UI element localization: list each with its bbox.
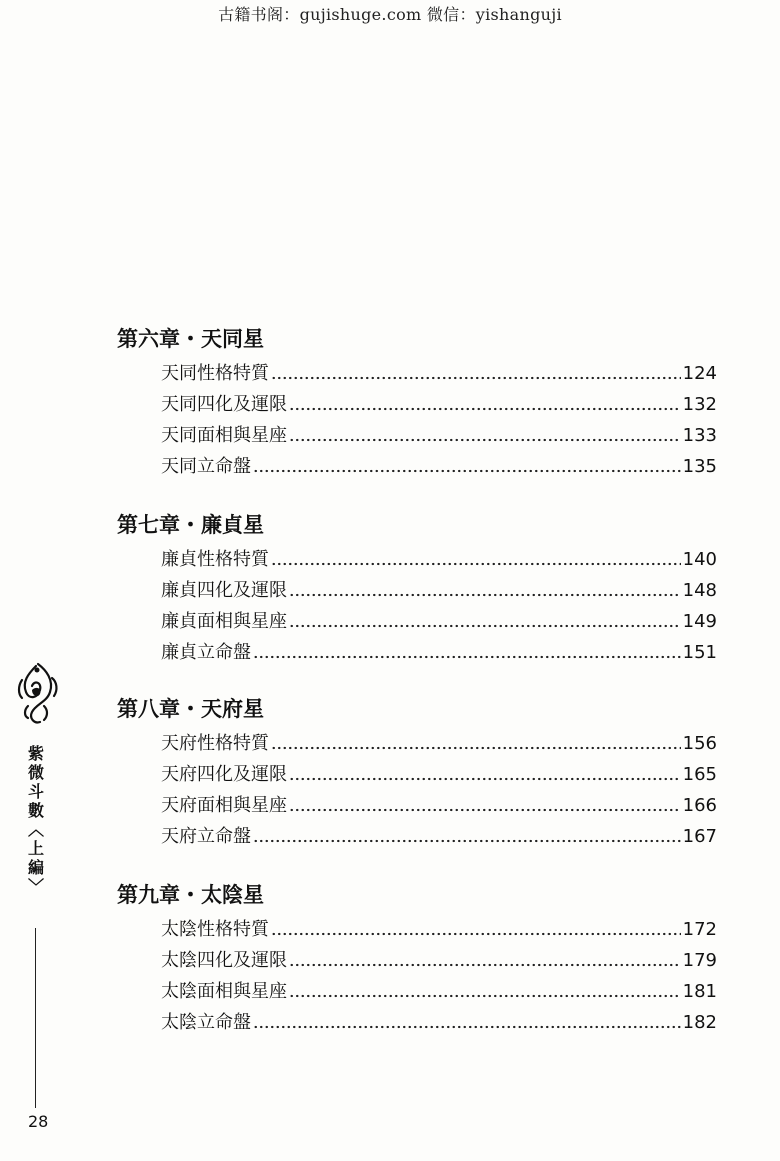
chapter-title: 第八章・天府星 — [117, 696, 264, 721]
toc-entry[interactable] — [161, 389, 717, 420]
toc-entry[interactable] — [161, 821, 717, 852]
toc-entry[interactable] — [161, 790, 717, 821]
toc-entry[interactable] — [161, 759, 717, 790]
phoenix-icon — [14, 660, 60, 730]
toc-entry[interactable] — [161, 976, 717, 1007]
entry-label: 天同面相與星座 — [161, 425, 287, 446]
entry-label: 太陰性格特質 — [161, 919, 269, 940]
entry-page-number: 135 — [682, 456, 717, 477]
side-title-char: 微 — [27, 763, 44, 782]
toc-entry[interactable] — [161, 451, 717, 482]
dot-leader — [253, 655, 681, 659]
toc-chapter — [117, 880, 717, 1038]
dot-leader — [289, 777, 681, 781]
dot-leader — [289, 624, 681, 628]
side-title-char: 斗 — [27, 782, 44, 801]
side-title-char: ︿ — [27, 820, 44, 839]
toc-entry[interactable] — [161, 575, 717, 606]
entry-page-number: 166 — [682, 795, 717, 816]
toc-entry[interactable] — [161, 358, 717, 389]
dot-leader — [253, 839, 681, 843]
dot-leader — [271, 932, 681, 936]
dot-leader — [271, 562, 681, 566]
entry-page-number: 133 — [682, 425, 717, 446]
chapter-title: 第九章・太陰星 — [117, 882, 264, 907]
entry-page-number: 149 — [682, 611, 717, 632]
entry-page-number: 156 — [682, 733, 717, 754]
side-title-char: 數 — [27, 801, 44, 820]
dot-leader — [289, 808, 681, 812]
toc-entry[interactable] — [161, 637, 717, 668]
toc-chapter — [117, 510, 717, 668]
toc-entry[interactable] — [161, 728, 717, 759]
entry-label: 廉貞立命盤 — [161, 642, 251, 663]
watermark: 古籍书阁：gujishuge.com 微信：yishanguji — [218, 5, 562, 24]
toc-entry[interactable] — [161, 945, 717, 976]
entry-label: 廉貞面相與星座 — [161, 611, 287, 632]
dot-leader — [253, 1025, 681, 1029]
entry-page-number: 140 — [682, 549, 717, 570]
entry-page-number: 182 — [682, 1012, 717, 1033]
entry-label: 廉貞四化及運限 — [161, 580, 287, 601]
side-title-char: ﹀ — [27, 877, 44, 896]
entry-page-number: 179 — [682, 950, 717, 971]
toc-entry[interactable] — [161, 914, 717, 945]
dot-leader — [289, 438, 681, 442]
entry-label: 天府四化及運限 — [161, 764, 287, 785]
chapter-title: 第六章・天同星 — [117, 326, 264, 351]
entry-label: 天同性格特質 — [161, 363, 269, 384]
entry-page-number: 151 — [682, 642, 717, 663]
dot-leader — [253, 469, 681, 473]
side-title-char: 上 — [27, 839, 44, 858]
entry-label: 太陰立命盤 — [161, 1012, 251, 1033]
toc-entry[interactable] — [161, 1007, 717, 1038]
toc-chapter — [117, 324, 717, 482]
entry-page-number: 132 — [682, 394, 717, 415]
entry-label: 天府面相與星座 — [161, 795, 287, 816]
side-title-char: 編 — [27, 858, 44, 877]
chapter-title: 第七章・廉貞星 — [117, 512, 264, 537]
side-title-char: 紫 — [27, 744, 44, 763]
entry-page-number: 181 — [682, 981, 717, 1002]
toc-entry[interactable] — [161, 544, 717, 575]
side-divider-line — [35, 928, 36, 1108]
entry-page-number: 165 — [682, 764, 717, 785]
entry-label: 天同立命盤 — [161, 456, 251, 477]
page-number: 28 — [28, 1112, 49, 1131]
dot-leader — [289, 994, 681, 998]
entry-page-number: 124 — [682, 363, 717, 384]
dot-leader — [289, 407, 681, 411]
entry-page-number: 167 — [682, 826, 717, 847]
dot-leader — [271, 746, 681, 750]
dot-leader — [289, 593, 681, 597]
entry-label: 廉貞性格特質 — [161, 549, 269, 570]
toc-entry[interactable] — [161, 606, 717, 637]
toc-entry[interactable] — [161, 420, 717, 451]
entry-label: 天同四化及運限 — [161, 394, 287, 415]
entry-page-number: 172 — [682, 919, 717, 940]
side-book-title — [24, 744, 48, 896]
dot-leader — [289, 963, 681, 967]
entry-label: 太陰四化及運限 — [161, 950, 287, 971]
entry-page-number: 148 — [682, 580, 717, 601]
entry-label: 天府立命盤 — [161, 826, 251, 847]
dot-leader — [271, 376, 681, 380]
toc-chapter — [117, 694, 717, 852]
entry-label: 太陰面相與星座 — [161, 981, 287, 1002]
entry-label: 天府性格特質 — [161, 733, 269, 754]
